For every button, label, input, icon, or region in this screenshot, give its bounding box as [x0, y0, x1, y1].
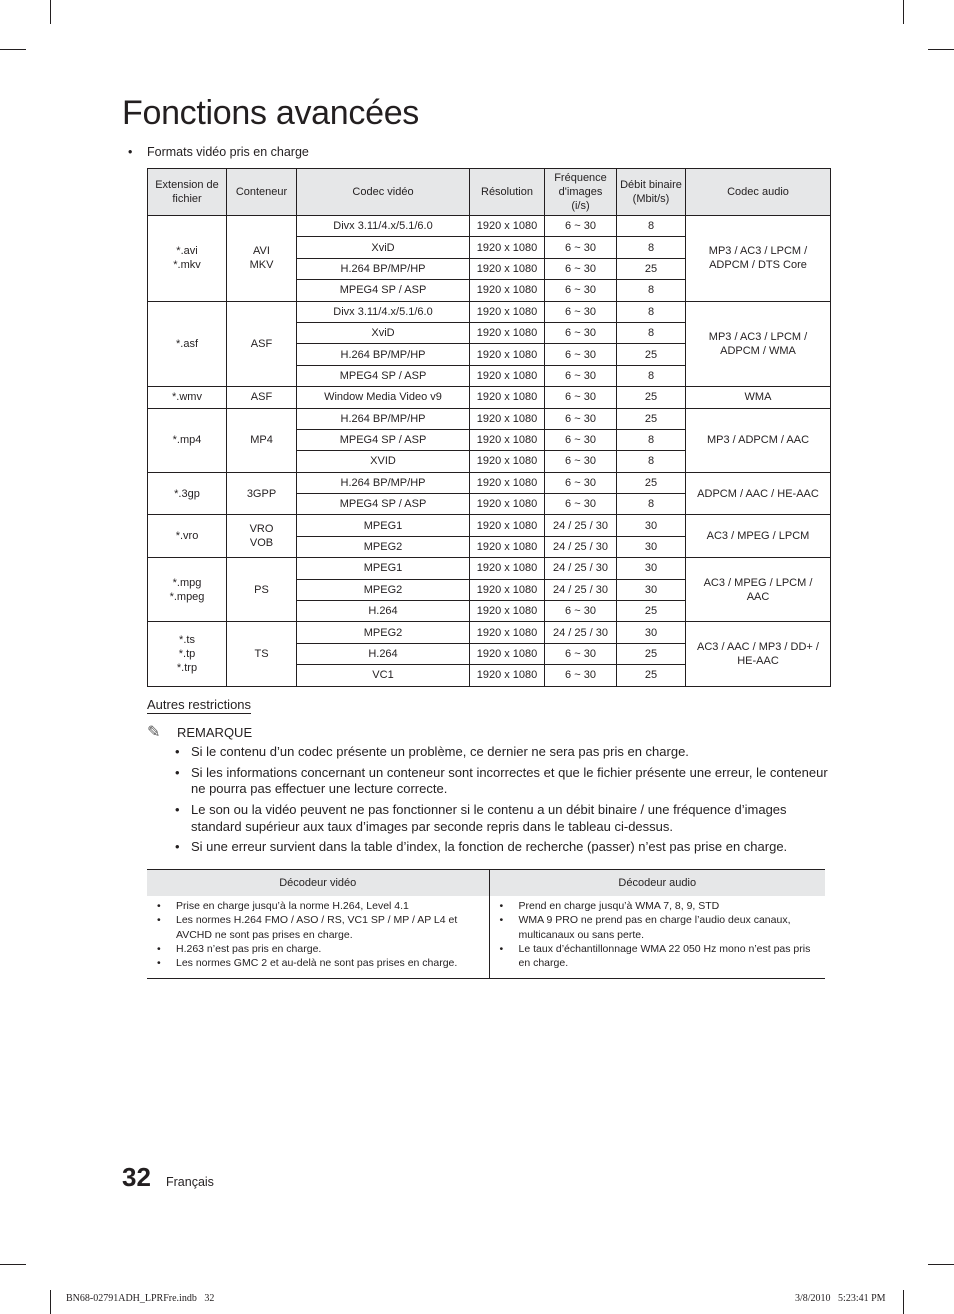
frame-rate-cell: 6 ~ 30 [545, 344, 617, 365]
bitrate-cell: 25 [617, 387, 686, 408]
bitrate-cell: 25 [617, 472, 686, 493]
resolution-cell: 1920 x 1080 [470, 258, 545, 279]
video-codec-cell: MPEG4 SP / ASP [297, 494, 470, 515]
video-codec-cell: XviD [297, 237, 470, 258]
resolution-cell: 1920 x 1080 [470, 451, 545, 472]
resolution-cell: 1920 x 1080 [470, 579, 545, 600]
header-extension: Extension de fichier [148, 169, 227, 216]
crop-mark [903, 0, 904, 24]
print-timestamp: 3/8/2010 5:23:41 PM [795, 1293, 886, 1304]
audio-decoder-cell [489, 896, 825, 979]
list-item: • Le son ou la vidéo peuvent ne pas fonctionner si le contenu a un débit binaire / une fréquence d’images standard supérieur aux taux d’images par seconde repris dans le tableau ci-dessus. [175, 802, 830, 835]
crop-mark [928, 1264, 954, 1265]
crop-mark [0, 1264, 26, 1265]
video-codec-cell: H.264 BP/MP/HP [297, 344, 470, 365]
resolution-cell: 1920 x 1080 [470, 536, 545, 557]
header-bitrate: Débit binaire (Mbit/s) [617, 169, 686, 216]
resolution-cell: 1920 x 1080 [470, 494, 545, 515]
table-row [148, 558, 831, 579]
crop-mark [0, 49, 26, 50]
audio-codec-cell: WMA [686, 387, 831, 408]
table-row [147, 896, 825, 979]
resolution-cell: 1920 x 1080 [470, 387, 545, 408]
video-codec-cell: Divx 3.11/4.x/5.1/6.0 [297, 301, 470, 322]
resolution-cell: 1920 x 1080 [470, 322, 545, 343]
bitrate-cell: 8 [617, 429, 686, 450]
resolution-cell: 1920 x 1080 [470, 216, 545, 237]
bitrate-cell: 8 [617, 216, 686, 237]
bitrate-cell: 8 [617, 237, 686, 258]
print-file-info: BN68-02791ADH_LPRFre.indb 32 [66, 1293, 215, 1304]
list-item: • H.263 n’est pas pris en charge. [157, 942, 483, 956]
container-cell: MP4 [227, 408, 297, 472]
bitrate-cell: 8 [617, 451, 686, 472]
audio-codec-cell: MP3 / ADPCM / AAC [686, 408, 831, 472]
video-codec-cell: MPEG4 SP / ASP [297, 365, 470, 386]
bitrate-cell: 8 [617, 280, 686, 301]
audio-codec-cell: MP3 / AC3 / LPCM / ADPCM / DTS Core [686, 216, 831, 302]
crop-mark [50, 1290, 51, 1314]
frame-rate-cell: 24 / 25 / 30 [545, 515, 617, 536]
header-container: Conteneur [227, 169, 297, 216]
bitrate-cell: 30 [617, 579, 686, 600]
list-item: • WMA 9 PRO ne prend pas en charge l’audio deux canaux, multicanaux ou sans perte. [500, 913, 820, 942]
remark-label-row [147, 722, 252, 742]
extension-cell: *.avi *.mkv [148, 216, 227, 302]
intro-bullet [128, 145, 309, 159]
resolution-cell: 1920 x 1080 [470, 301, 545, 322]
frame-rate-cell: 6 ~ 30 [545, 665, 617, 686]
video-codec-cell: MPEG1 [297, 558, 470, 579]
video-codec-cell: H.264 BP/MP/HP [297, 258, 470, 279]
table-row [148, 472, 831, 493]
extension-cell: *.mpg *.mpeg [148, 558, 227, 622]
bitrate-cell: 30 [617, 558, 686, 579]
frame-rate-cell: 24 / 25 / 30 [545, 536, 617, 557]
frame-rate-cell: 6 ~ 30 [545, 280, 617, 301]
list-item: • Le taux d’échantillonnage WMA 22 050 Hz mono n’est pas pris en charge. [500, 942, 820, 971]
resolution-cell: 1920 x 1080 [470, 515, 545, 536]
table-row [148, 515, 831, 536]
bitrate-cell: 30 [617, 622, 686, 643]
frame-rate-cell: 6 ~ 30 [545, 451, 617, 472]
frame-rate-cell: 6 ~ 30 [545, 322, 617, 343]
resolution-cell: 1920 x 1080 [470, 643, 545, 664]
bitrate-cell: 8 [617, 494, 686, 515]
header-video-decoder: Décodeur vidéo [147, 870, 489, 897]
extension-cell: *.3gp [148, 472, 227, 515]
list-item: • Prend en charge jusqu’à WMA 7, 8, 9, STD [500, 899, 820, 913]
extension-cell: *.vro [148, 515, 227, 558]
video-codec-cell: MPEG4 SP / ASP [297, 280, 470, 301]
page-language: Français [166, 1175, 214, 1189]
bitrate-cell: 25 [617, 258, 686, 279]
video-codec-cell: MPEG2 [297, 579, 470, 600]
table-row [148, 408, 831, 429]
frame-rate-cell: 6 ~ 30 [545, 408, 617, 429]
intro-text: Formats vidéo pris en charge [147, 145, 309, 159]
list-item: • Prise en charge jusqu’à la norme H.264, Level 4.1 [157, 899, 483, 913]
table-header-row [148, 169, 831, 216]
extension-cell: *.asf [148, 301, 227, 387]
frame-rate-cell: 24 / 25 / 30 [545, 622, 617, 643]
bitrate-cell: 8 [617, 322, 686, 343]
audio-codec-cell: AC3 / MPEG / LPCM [686, 515, 831, 558]
frame-rate-cell: 6 ~ 30 [545, 258, 617, 279]
frame-rate-cell: 6 ~ 30 [545, 494, 617, 515]
video-codec-cell: XVID [297, 451, 470, 472]
video-codec-cell: VC1 [297, 665, 470, 686]
resolution-cell: 1920 x 1080 [470, 429, 545, 450]
container-cell: TS [227, 622, 297, 686]
frame-rate-cell: 6 ~ 30 [545, 643, 617, 664]
audio-codec-cell: AC3 / MPEG / LPCM / AAC [686, 558, 831, 622]
video-codec-cell: Divx 3.11/4.x/5.1/6.0 [297, 216, 470, 237]
bitrate-cell: 25 [617, 643, 686, 664]
video-codec-cell: H.264 [297, 601, 470, 622]
resolution-cell: 1920 x 1080 [470, 601, 545, 622]
bitrate-cell: 25 [617, 408, 686, 429]
crop-mark [50, 0, 51, 24]
header-frame-rate: Fréquence d'images (i/s) [545, 169, 617, 216]
remark-label: REMARQUE [177, 725, 253, 740]
container-cell: ASF [227, 301, 297, 387]
extension-cell: *.wmv [148, 387, 227, 408]
resolution-cell: 1920 x 1080 [470, 408, 545, 429]
video-decoder-cell [147, 896, 489, 979]
header-audio-decoder: Décodeur audio [489, 870, 825, 897]
resolution-cell: 1920 x 1080 [470, 622, 545, 643]
extension-cell: *.mp4 [148, 408, 227, 472]
container-cell: ASF [227, 387, 297, 408]
video-codec-cell: H.264 [297, 643, 470, 664]
bullet-glyph: • [128, 145, 133, 159]
bitrate-cell: 25 [617, 601, 686, 622]
frame-rate-cell: 6 ~ 30 [545, 365, 617, 386]
frame-rate-cell: 24 / 25 / 30 [545, 579, 617, 600]
container-cell: 3GPP [227, 472, 297, 515]
frame-rate-cell: 6 ~ 30 [545, 472, 617, 493]
bitrate-cell: 25 [617, 665, 686, 686]
restriction-notes [175, 744, 830, 860]
resolution-cell: 1920 x 1080 [470, 472, 545, 493]
frame-rate-cell: 6 ~ 30 [545, 216, 617, 237]
frame-rate-cell: 6 ~ 30 [545, 301, 617, 322]
video-codec-cell: XviD [297, 322, 470, 343]
video-codec-cell: H.264 BP/MP/HP [297, 472, 470, 493]
page-number: 32 [122, 1162, 151, 1192]
video-codec-cell: Window Media Video v9 [297, 387, 470, 408]
header-resolution: Résolution [470, 169, 545, 216]
frame-rate-cell: 6 ~ 30 [545, 237, 617, 258]
table-header-row [147, 870, 825, 897]
audio-codec-cell: MP3 / AC3 / LPCM / ADPCM / WMA [686, 301, 831, 387]
video-codec-cell: MPEG4 SP / ASP [297, 429, 470, 450]
bitrate-cell: 30 [617, 536, 686, 557]
resolution-cell: 1920 x 1080 [470, 280, 545, 301]
table-row [148, 301, 831, 322]
list-item: • Les normes GMC 2 et au-delà ne sont pas prises en charge. [157, 956, 483, 970]
video-formats-table [147, 168, 831, 687]
bitrate-cell: 25 [617, 344, 686, 365]
video-codec-cell: MPEG1 [297, 515, 470, 536]
video-codec-cell: MPEG2 [297, 622, 470, 643]
video-table-body [148, 216, 831, 687]
container-cell: VRO VOB [227, 515, 297, 558]
page-title: Fonctions avancées [122, 94, 419, 132]
resolution-cell: 1920 x 1080 [470, 665, 545, 686]
decoders-table [147, 869, 825, 979]
header-audio-codec: Codec audio [686, 169, 831, 216]
container-cell: PS [227, 558, 297, 622]
list-item: • Si les informations concernant un conteneur sont incorrectes et que le fichier présente une erreur, le conteneur ne pourra pas effectuer une lecture correcte. [175, 765, 830, 798]
header-video-codec: Codec vidéo [297, 169, 470, 216]
extension-cell: *.ts *.tp *.trp [148, 622, 227, 686]
resolution-cell: 1920 x 1080 [470, 237, 545, 258]
list-item: • Si une erreur survient dans la table d’index, la fonction de recherche (passer) n’est pas prise en charge. [175, 839, 830, 856]
table-row [148, 622, 831, 643]
crop-mark [903, 1290, 904, 1314]
table-row [148, 216, 831, 237]
list-item: • Les normes H.264 FMO / ASO / RS, VC1 SP / MP / AP L4 et AVCHD ne sont pas prises en charge. [157, 913, 483, 942]
list-item: • Si le contenu d’un codec présente un problème, ce dernier ne sera pas pris en charge. [175, 744, 830, 761]
video-codec-cell: MPEG2 [297, 536, 470, 557]
bitrate-cell: 8 [617, 365, 686, 386]
bitrate-cell: 8 [617, 301, 686, 322]
audio-codec-cell: ADPCM / AAC / HE-AAC [686, 472, 831, 515]
bitrate-cell: 30 [617, 515, 686, 536]
frame-rate-cell: 6 ~ 30 [545, 601, 617, 622]
crop-mark [928, 49, 954, 50]
audio-codec-cell: AC3 / AAC / MP3 / DD+ / HE-AAC [686, 622, 831, 686]
video-codec-cell: H.264 BP/MP/HP [297, 408, 470, 429]
frame-rate-cell: 24 / 25 / 30 [545, 558, 617, 579]
pencil-icon: ✎ [147, 724, 161, 741]
container-cell: AVI MKV [227, 216, 297, 302]
frame-rate-cell: 6 ~ 30 [545, 429, 617, 450]
resolution-cell: 1920 x 1080 [470, 558, 545, 579]
table-row [148, 387, 831, 408]
resolution-cell: 1920 x 1080 [470, 365, 545, 386]
frame-rate-cell: 6 ~ 30 [545, 387, 617, 408]
resolution-cell: 1920 x 1080 [470, 344, 545, 365]
restrictions-heading: Autres restrictions [147, 697, 252, 712]
